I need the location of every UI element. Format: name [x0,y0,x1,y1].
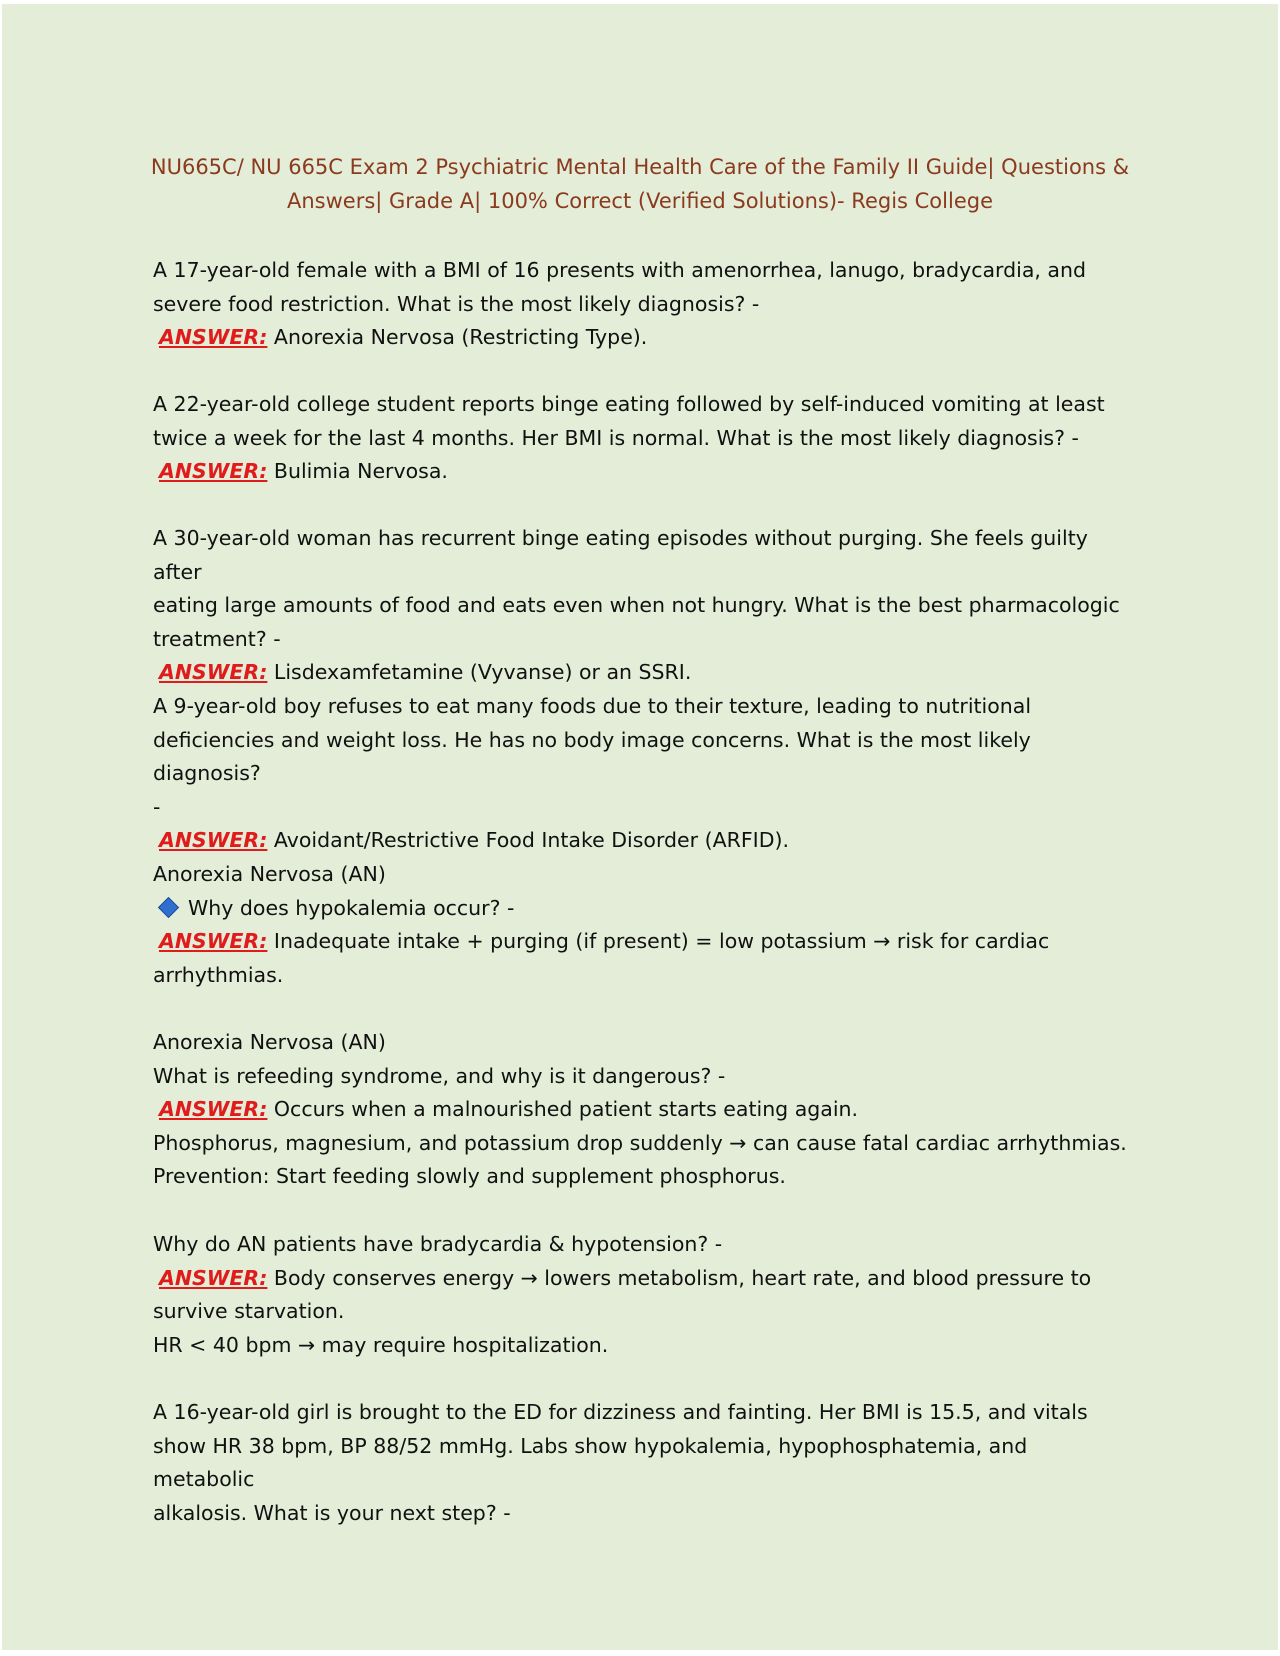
question-line: show HR 38 bpm, BP 88/52 mmHg. Labs show hypokalemia, hypophosphatemia, and metabolic [153,1433,1028,1491]
question-line: A 16-year-old girl is brought to the ED for dizziness and fainting. Her BMI is 15.5, and vitals [153,1400,1088,1424]
answer-line [153,1093,1133,1127]
answer-line [153,656,1133,690]
answer-label: ANSWER: [159,929,268,953]
qa-block-1 [153,254,1133,355]
answer-text: Body conserves energy → lowers metabolism, heart rate, and blood pressure to [273,1265,1092,1290]
question-line: A 22-year-old college student reports binge eating followed by self-induced vomiting at least [153,392,1105,416]
answer-text: Bulimia Nervosa. [273,459,448,483]
question-line [153,892,1133,926]
answer-label: ANSWER: [159,660,268,684]
question-line: What is refeeding syndrome, and why is it dangerous? - [153,1063,726,1088]
question-line: eating large amounts of food and eats even when not hungry. What is the best pharmacologic [153,593,1120,617]
question-line: - [153,794,161,819]
answer-text: Avoidant/Restrictive Food Intake Disorder (ARFID). [273,828,789,852]
qa-block-2 [153,388,1133,489]
qa-block-8 [153,1396,1133,1530]
answer-text: Lisdexamfetamine (Vyvanse) or an SSRI. [273,660,692,684]
answer-label: ANSWER: [159,325,268,349]
qa-block-5 [153,858,1133,992]
question-line: A 17-year-old female with a BMI of 16 presents with amenorrhea, lanugo, bradycardia, and [153,258,1086,282]
section-heading: Anorexia Nervosa (AN) [153,862,386,886]
document-title [140,150,1140,218]
question-line: severe food restriction. What is the most likely diagnosis? - [153,291,760,316]
answer-line [153,1262,1133,1296]
question-line: deficiencies and weight loss. He has no body image concerns. What is the most likely diagnosis? [153,727,1031,785]
question-line: treatment? - [153,626,281,651]
question-line: Why do AN patients have bradycardia & hypotension? - [153,1232,723,1256]
answer-continuation: HR < 40 bpm → may require hospitalization. [153,1332,609,1357]
blue-diamond-icon [158,897,179,918]
section-heading: Anorexia Nervosa (AN) [153,1030,386,1054]
answer-line [153,824,1133,858]
answer-line [153,925,1133,959]
qa-block-6 [153,1026,1133,1194]
answer-label: ANSWER: [159,1097,268,1121]
answer-text: Anorexia Nervosa (Restricting Type). [273,325,648,349]
question-line: alkalosis. What is your next step? - [153,1500,511,1525]
answer-continuation: Phosphorus, magnesium, and potassium drop suddenly → can cause fatal cardiac arrhythmias. [153,1130,1127,1155]
answer-label: ANSWER: [159,459,268,483]
answer-text: Occurs when a malnourished patient starts eating again. [273,1097,859,1121]
answer-line [153,321,1133,355]
qa-block-3 [153,522,1133,690]
question-text: Why does hypokalemia occur? - [188,895,515,920]
question-line: A 30-year-old woman has recurrent binge eating episodes without purging. She feels guilty after [153,526,1088,584]
answer-continuation: arrhythmias. [153,962,284,987]
question-line: A 9-year-old boy refuses to eat many foods due to their texture, leading to nutritional [153,694,1032,718]
qa-block-7 [153,1228,1133,1362]
answer-label: ANSWER: [159,828,268,852]
question-line: twice a week for the last 4 months. Her BMI is normal. What is the most likely diagnosis? - [153,425,1079,450]
answer-line [153,455,1133,489]
answer-continuation: survive starvation. [153,1299,345,1323]
title-line-1: NU665C/ NU 665C Exam 2 Psychiatric Mental Health Care of the Family II Guide| Questions & [150,155,1130,179]
answer-continuation: Prevention: Start feeding slowly and supplement phosphorus. [153,1164,786,1188]
answer-label: ANSWER: [159,1265,268,1290]
title-line-2: Answers| Grade A| 100% Correct (Verified Solutions)- Regis College [287,189,993,213]
answer-text: Inadequate intake + purging (if present) = low potassium → risk for cardiac [273,929,1050,953]
qa-block-4 [153,690,1133,858]
